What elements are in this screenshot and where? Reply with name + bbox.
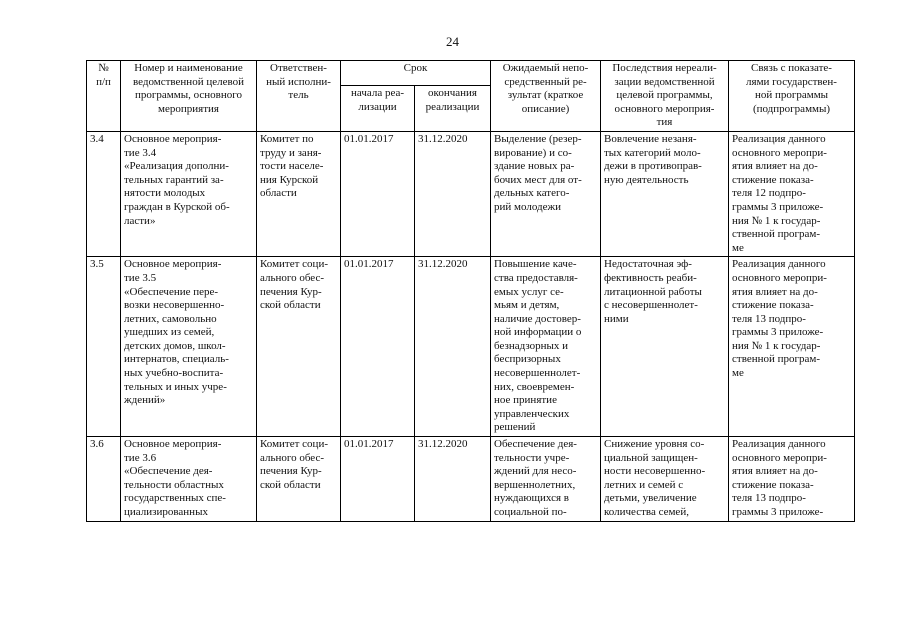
row-responsible: Комитет соци- ального обес- печения Кур- ской области xyxy=(257,437,341,522)
row-end-date: 31.12.2020 xyxy=(415,131,491,256)
header-responsible: Ответствен- ный исполни- тель xyxy=(257,61,341,132)
header-expected-result: Ожидаемый непо- средственный ре- зультат (краткое описание) xyxy=(491,61,601,132)
row-consequences: Вовлечение незаня- тых категорий моло- дежи в противоправ- ную деятельность xyxy=(601,131,729,256)
table-header-row xyxy=(87,61,855,86)
header-consequences: Последствия нереали- зации ведомственной целевой программы, основного мероприя- тия xyxy=(601,61,729,132)
row-end-date: 31.12.2020 xyxy=(415,437,491,522)
row-num: 3.6 xyxy=(87,437,121,522)
row-expected-result: Обеспечение дея- тельности учре- ждений для несо- вершеннолетних, нуждающихся в социальной по- xyxy=(491,437,601,522)
table-row xyxy=(87,131,855,256)
row-indicator-link: Реализация данного основного меропри- ятия влияет на до- стижение показа- теля 13 подпро- граммы 3 приложе- ния № 1 к государ- ственной програм- ме xyxy=(729,257,855,437)
row-consequences: Снижение уровня со- циальной защищен- ности несовершенно- летних и семей с детьми, увеличение количества семей, xyxy=(601,437,729,522)
header-end-date: окончания реализации xyxy=(415,86,491,132)
row-start-date: 01.01.2017 xyxy=(341,437,415,522)
row-start-date: 01.01.2017 xyxy=(341,257,415,437)
header-start-date: начала реа- лизации xyxy=(341,86,415,132)
header-indicator-link: Связь с показате- лями государствен- ной программы (подпрограммы) xyxy=(729,61,855,132)
table-row xyxy=(87,257,855,437)
row-expected-result: Выделение (резер- вирование) и со- здание новых ра- бочих мест для от- дельных катего- рий молодежи xyxy=(491,131,601,256)
row-name: Основное мероприя- тие 3.5 «Обеспечение пере- возки несовершенно- летних, самовольно ушедших из семей, детских домов, школ- интернатов, специаль- ных учебно-воспита- тельных и иных учре- ждений» xyxy=(121,257,257,437)
row-responsible: Комитет соци- ального обес- печения Кур- ской области xyxy=(257,257,341,437)
header-num: № п/п xyxy=(87,61,121,132)
page-number: 24 xyxy=(446,34,459,49)
header-term: Срок xyxy=(341,61,491,86)
program-activities-table xyxy=(86,60,855,522)
row-name: Основное мероприя- тие 3.4 «Реализация дополни- тельных гарантий за- нятости молодых граждан в Курской об- ласти» xyxy=(121,131,257,256)
row-consequences: Недостаточная эф- фективность реаби- литационной работы с несовершеннолет- ними xyxy=(601,257,729,437)
row-responsible: Комитет по труду и заня- тости населе- ния Курской области xyxy=(257,131,341,256)
row-indicator-link: Реализация данного основного меропри- ятия влияет на до- стижение показа- теля 13 подпро- граммы 3 приложе- xyxy=(729,437,855,522)
row-end-date: 31.12.2020 xyxy=(415,257,491,437)
header-name: Номер и наименование ведомственной целевой программы, основного мероприятия xyxy=(121,61,257,132)
row-num: 3.4 xyxy=(87,131,121,256)
row-start-date: 01.01.2017 xyxy=(341,131,415,256)
row-expected-result: Повышение каче- ства предоставля- емых услуг се- мьям и детям, наличие достовер- ной информации о безнадзорных и беспризорных несовершеннолет- них, своевремен- ное принятие управленческих решений xyxy=(491,257,601,437)
table-row xyxy=(87,437,855,522)
row-name: Основное мероприя- тие 3.6 «Обеспечение дея- тельности областных государственных спе- циализированных xyxy=(121,437,257,522)
row-indicator-link: Реализация данного основного меропри- ятия влияет на до- стижение показа- теля 12 подпро- граммы 3 приложе- ния № 1 к государ- ственной програм- ме xyxy=(729,131,855,256)
row-num: 3.5 xyxy=(87,257,121,437)
